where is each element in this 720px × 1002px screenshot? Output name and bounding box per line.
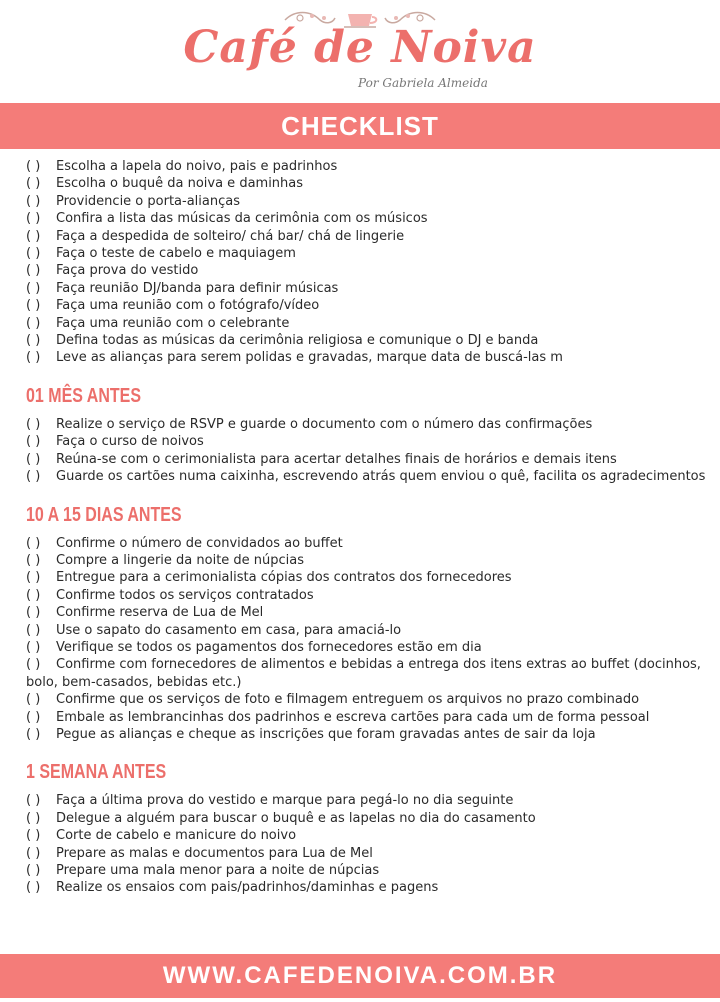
checklist-item [26, 709, 716, 726]
checklist-item [26, 656, 716, 691]
checkbox[interactable]: ( ) [26, 726, 41, 742]
checkbox[interactable]: ( ) [26, 605, 41, 621]
checklist-item-text: Confirme que os serviços de foto e filmagem entreguem os arquivos no prazo combinado [56, 692, 640, 708]
byline: Por Gabriela Almeida [358, 76, 488, 90]
checklist-item-text: Defina todas as músicas da cerimônia religiosa e comunique o DJ e banda [56, 333, 539, 349]
checkbox[interactable]: ( ) [26, 810, 41, 826]
checklist-item-text: Faça uma reunião com o fotógrafo/vídeo [56, 298, 320, 314]
checklist-item [26, 245, 716, 262]
checklist-item [26, 587, 716, 604]
checklist-item [26, 862, 716, 879]
checklist [26, 792, 716, 896]
checkbox[interactable]: ( ) [26, 193, 41, 209]
checkbox[interactable]: ( ) [26, 416, 41, 432]
checkbox[interactable]: ( ) [26, 350, 41, 366]
checklist-item [26, 175, 716, 192]
checkbox[interactable]: ( ) [26, 228, 41, 244]
checkbox[interactable]: ( ) [26, 863, 41, 878]
checklist-content [26, 158, 716, 897]
checklist-item [26, 569, 716, 586]
checkbox[interactable]: ( ) [26, 176, 41, 192]
checkbox[interactable]: ( ) [26, 469, 41, 485]
checklist-item-text: Confirme reserva de Lua de Mel [56, 605, 264, 621]
checklist-item-text: Corte de cabelo e manicure do noivo [56, 828, 297, 844]
checklist-item-text: Faça a despedida de solteiro/ chá bar/ chá de lingerie [56, 228, 405, 244]
checkbox[interactable]: ( ) [26, 451, 41, 467]
checklist-item [26, 622, 716, 639]
checklist-item [26, 879, 716, 896]
checklist [26, 416, 716, 486]
checklist-item [26, 726, 716, 743]
checkbox[interactable]: ( ) [26, 622, 41, 638]
checklist-item [26, 158, 716, 175]
checklist-item [26, 262, 716, 279]
checklist-item [26, 416, 716, 433]
checklist-item [26, 280, 716, 297]
checklist-item-text: Entregue para a cerimonialista cópias dos contratos dos fornecedores [56, 570, 512, 586]
checklist-item [26, 210, 716, 227]
checkbox[interactable]: ( ) [26, 315, 41, 331]
checklist-item [26, 315, 716, 332]
checklist-item-text: Reúna-se com o cerimonialista para acertar detalhes finais de horários e demais itens [56, 451, 617, 467]
checklist-item [26, 691, 716, 708]
checklist-item [26, 332, 716, 349]
checklist-item-text: Prepare as malas e documentos para Lua de Mel [56, 845, 373, 861]
checklist-item-text: Providencie o porta-alianças [56, 193, 240, 209]
checklist-item-text: Faça reunião DJ/banda para definir músicas [56, 280, 339, 296]
footer-banner [0, 954, 720, 998]
checklist-item [26, 639, 716, 656]
checklist-item-text: Confirme o número de convidados ao buffet [56, 535, 343, 551]
checklist-item-text: Faça a última prova do vestido e marque para pegá-lo no dia seguinte [56, 793, 514, 809]
checklist-item-text: Escolha a lapela do noivo, pais e padrinhos [56, 159, 338, 174]
checklist-item-text: Faça o curso de noivos [56, 434, 204, 450]
checkbox[interactable]: ( ) [26, 159, 41, 174]
checkbox[interactable]: ( ) [26, 639, 41, 655]
checklist-item-text: Confirme com fornecedores de alimentos e bebidas a entrega dos itens extras ao buffet (docinhos, bolo, bem-casados, bebidas etc.) [26, 657, 701, 690]
checkbox[interactable]: ( ) [26, 657, 41, 673]
banner-title: CHECKLIST [281, 111, 439, 141]
checklist-item [26, 433, 716, 450]
checkbox[interactable]: ( ) [26, 280, 41, 296]
checklist-item [26, 297, 716, 314]
checkbox[interactable]: ( ) [26, 709, 41, 725]
checklist-item [26, 349, 716, 366]
checkbox[interactable]: ( ) [26, 434, 41, 450]
checkbox[interactable]: ( ) [26, 552, 41, 568]
checklist [26, 158, 716, 367]
header [0, 0, 720, 100]
checklist-item [26, 827, 716, 844]
checkbox[interactable]: ( ) [26, 692, 41, 708]
checklist-item-text: Realize os ensaios com pais/padrinhos/daminhas e pagens [56, 880, 439, 896]
checklist-item-text: Confirme todos os serviços contratados [56, 587, 314, 603]
checklist-item [26, 552, 716, 569]
checklist [26, 535, 716, 744]
checklist-item [26, 468, 716, 485]
checklist-item-text: Confira a lista das músicas da cerimônia com os músicos [56, 211, 428, 227]
checklist-banner [0, 103, 720, 149]
checklist-item-text: Faça prova do vestido [56, 263, 199, 279]
checkbox[interactable]: ( ) [26, 535, 41, 551]
checkbox[interactable]: ( ) [26, 828, 41, 844]
checklist-item-text: Guarde os cartões numa caixinha, escrevendo atrás quem enviou o quê, facilita os agradecimentos [56, 469, 706, 485]
checklist-item [26, 228, 716, 245]
checklist-item-text: Embale as lembrancinhas dos padrinhos e escreva cartões para cada um de forma pessoal [56, 709, 650, 725]
section-title: 10 A 15 DIAS ANTES [26, 503, 182, 526]
checklist-item-text: Escolha o buquê da noiva e daminhas [56, 176, 304, 192]
checklist-item [26, 193, 716, 210]
checkbox[interactable]: ( ) [26, 793, 41, 809]
checklist-item [26, 845, 716, 862]
checklist-item [26, 535, 716, 552]
checklist-item [26, 810, 716, 827]
footer-url: WWW.CAFEDENOIVA.COM.BR [162, 962, 558, 989]
checklist-item [26, 451, 716, 468]
checklist-item-text: Delegue a alguém para buscar o buquê e as lapelas no dia do casamento [56, 810, 536, 826]
checklist-item-text: Prepare uma mala menor para a noite de núpcias [56, 863, 380, 878]
checklist-item-text: Faça o teste de cabelo e maquiagem [56, 246, 296, 262]
checkbox[interactable]: ( ) [26, 587, 41, 603]
section-title: 1 SEMANA ANTES [26, 761, 167, 784]
checklist-item-text: Use o sapato do casamento em casa, para amaciá-lo [56, 622, 402, 638]
checklist-item-text: Realize o serviço de RSVP e guarde o documento com o número das confirmações [56, 416, 593, 432]
checklist-item-text: Pegue as alianças e cheque as inscrições que foram gravadas antes de sair da loja [56, 726, 596, 742]
checklist-item-text: Leve as alianças para serem polidas e gravadas, marque data de buscá-las m [56, 350, 563, 366]
checklist-item-text: Compre a lingerie da noite de núpcias [56, 552, 305, 568]
section-title: 01 MÊS ANTES [26, 384, 141, 407]
checkbox[interactable]: ( ) [26, 263, 41, 279]
checkbox[interactable]: ( ) [26, 246, 41, 262]
checkbox[interactable]: ( ) [26, 211, 41, 227]
checkbox[interactable]: ( ) [26, 845, 41, 861]
checkbox[interactable]: ( ) [26, 570, 41, 586]
checklist-item-text: Faça uma reunião com o celebrante [56, 315, 290, 331]
checklist-item [26, 792, 716, 809]
checkbox[interactable]: ( ) [26, 333, 41, 349]
checklist-item [26, 604, 716, 621]
brand-logo: Café de Noiva [183, 22, 537, 73]
checklist-item-text: Verifique se todos os pagamentos dos fornecedores estão em dia [56, 639, 482, 655]
checkbox[interactable]: ( ) [26, 298, 41, 314]
checkbox[interactable]: ( ) [26, 880, 41, 896]
